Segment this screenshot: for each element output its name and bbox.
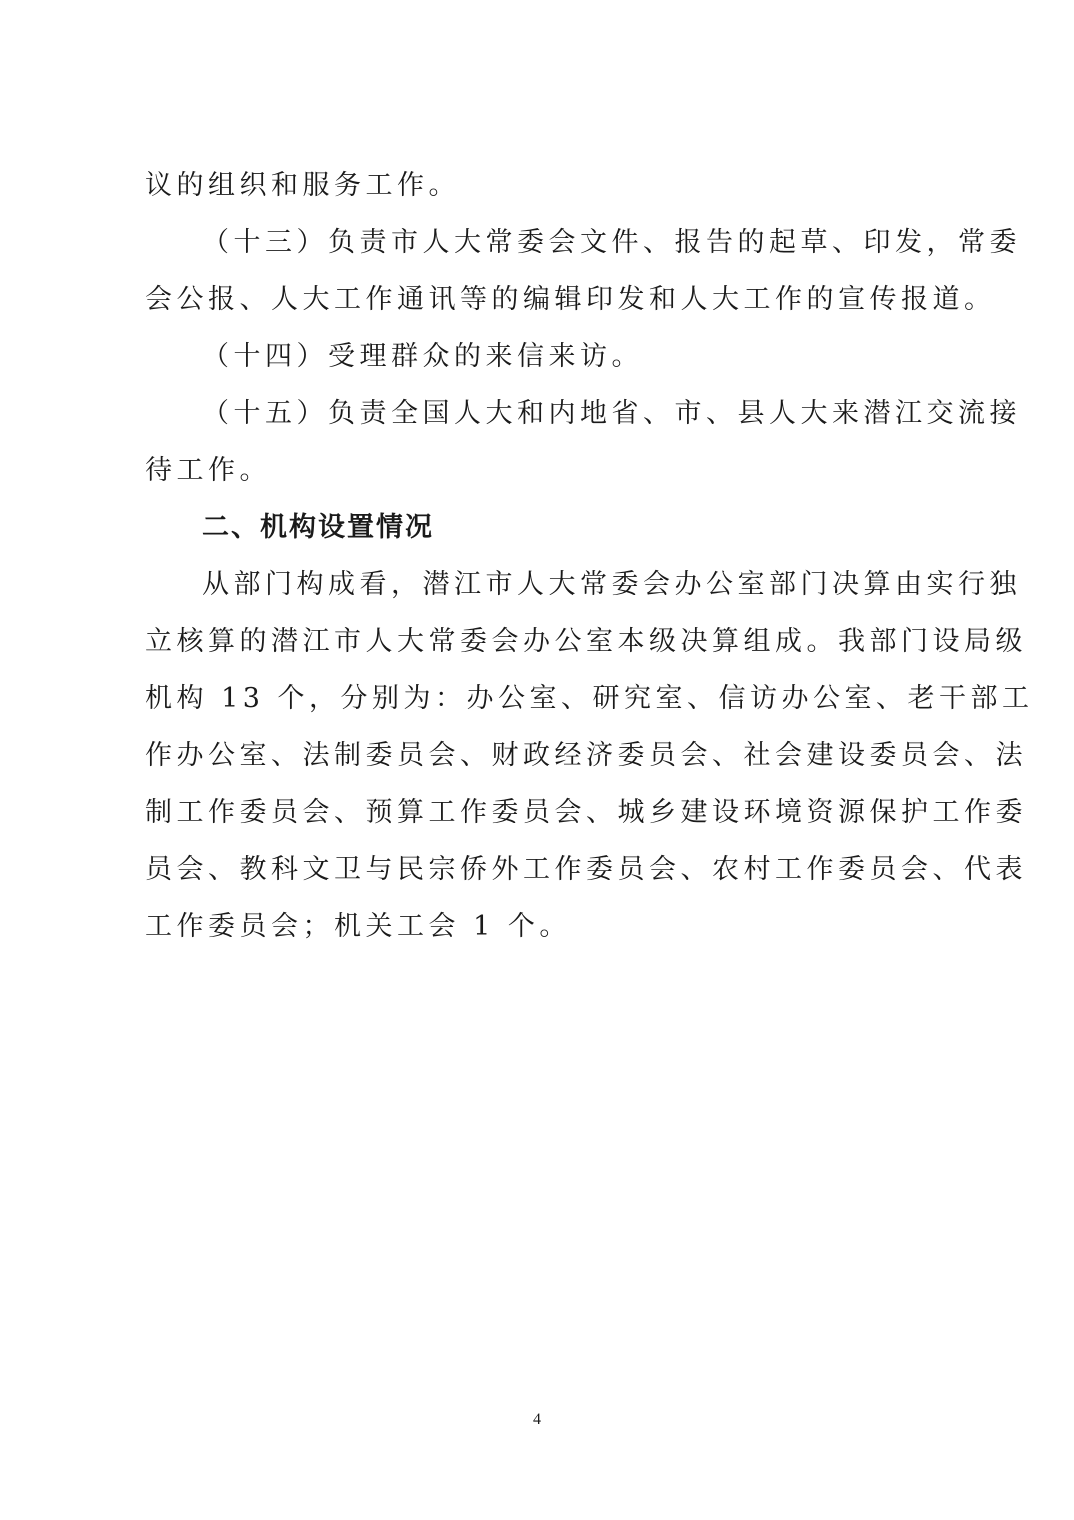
paragraph-line: （十四）受理群众的来信来访。 (202, 341, 643, 372)
section-heading: 二、机构设置情况 (202, 512, 434, 543)
paragraph-line: 制工作委员会、预算工作委员会、城乡建设环境资源保护工作委 (145, 797, 1027, 828)
page-number: 4 (533, 1411, 541, 1428)
paragraph-line: （十五）负责全国人大和内地省、市、县人大来潜江交流接 (202, 398, 1021, 429)
paragraph-line: 议的组织和服务工作。 (145, 170, 460, 201)
paragraph-line: 会公报、人大工作通讯等的编辑印发和人大工作的宣传报道。 (145, 284, 996, 315)
paragraph-line: 机构 13 个，分别为：办公室、研究室、信访办公室、老干部工 (145, 683, 1034, 714)
paragraph-line: 立核算的潜江市人大常委会办公室本级决算组成。我部门设局级 (145, 626, 1027, 657)
paragraph-line: 作办公室、法制委员会、财政经济委员会、社会建设委员会、法 (145, 740, 1027, 771)
paragraph-line: 工作委员会；机关工会 1 个。 (145, 911, 571, 942)
paragraph-line: 待工作。 (145, 455, 271, 486)
paragraph-line: 从部门构成看，潜江市人大常委会办公室部门决算由实行独 (202, 569, 1021, 600)
paragraph-line: （十三）负责市人大常委会文件、报告的起草、印发，常委 (202, 227, 1021, 258)
paragraph-line: 员会、教科文卫与民宗侨外工作委员会、农村工作委员会、代表 (145, 854, 1027, 885)
